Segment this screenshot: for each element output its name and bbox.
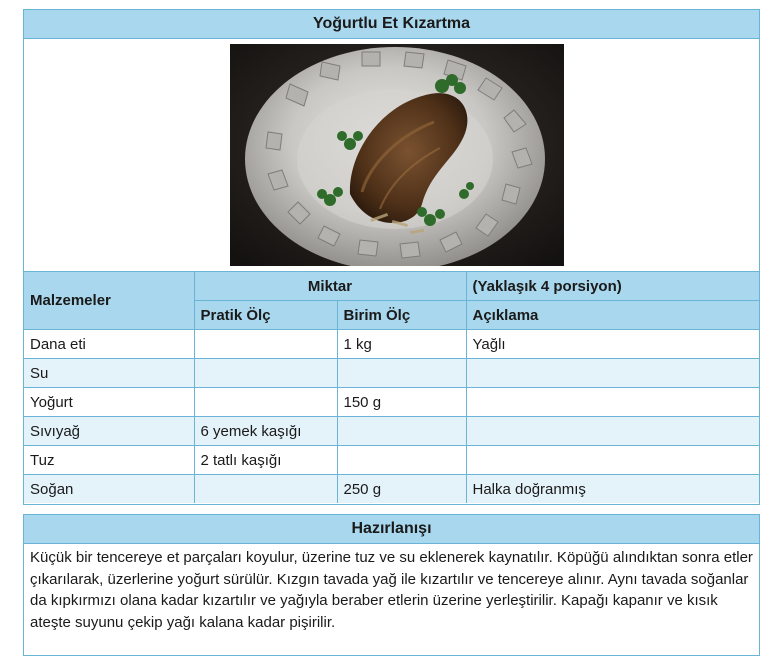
table-header-row <box>24 272 759 301</box>
ingredient-note <box>466 417 759 446</box>
ingredient-name: Su <box>24 359 194 388</box>
unit-measure <box>337 417 466 446</box>
unit-measure <box>337 359 466 388</box>
practical-measure <box>194 359 337 388</box>
ingredient-name: Soğan <box>24 475 194 504</box>
practical-measure: 6 yemek kaşığı <box>194 417 337 446</box>
preparation-card <box>23 514 760 656</box>
practical-measure <box>194 388 337 417</box>
ingredient-name: Tuz <box>24 446 194 475</box>
table-row <box>24 388 759 417</box>
table-row <box>24 446 759 475</box>
table-row <box>24 475 759 504</box>
unit-measure: 1 kg <box>337 330 466 359</box>
unit-measure: 250 g <box>337 475 466 504</box>
ingredients-header: Malzemeler <box>24 272 194 330</box>
ingredient-note <box>466 388 759 417</box>
ingredient-note: Yağlı <box>466 330 759 359</box>
practical-measure <box>194 475 337 504</box>
ingredient-note: Halka doğranmış <box>466 475 759 504</box>
unit-measure: 150 g <box>337 388 466 417</box>
ingredient-name: Sıvıyağ <box>24 417 194 446</box>
recipe-title: Yoğurtlu Et Kızartma <box>24 10 759 39</box>
amount-header: Miktar <box>194 272 466 301</box>
practical-measure <box>194 330 337 359</box>
ingredient-name: Dana eti <box>24 330 194 359</box>
table-row <box>24 417 759 446</box>
ingredients-table <box>24 272 759 503</box>
ingredient-name: Yoğurt <box>24 388 194 417</box>
recipe-card <box>23 9 760 505</box>
practical-measure: 2 tatlı kaşığı <box>194 446 337 475</box>
ingredient-note <box>466 359 759 388</box>
portions-header: (Yaklaşık 4 porsiyon) <box>466 272 759 301</box>
ingredient-note <box>466 446 759 475</box>
preparation-title: Hazırlanışı <box>24 515 759 544</box>
practical-measure-header: Pratik Ölç <box>194 301 337 330</box>
unit-measure <box>337 446 466 475</box>
table-row <box>24 359 759 388</box>
photo-area <box>24 39 759 272</box>
plated-fried-meat-photo <box>230 44 564 266</box>
description-header: Açıklama <box>466 301 759 330</box>
table-row <box>24 330 759 359</box>
preparation-text: Küçük bir tencereye et parçaları koyulur, üzerine tuz ve su eklenerek kaynatılır. Köpüğü alındıktan sonra etler çıkarılarak, üzerlerine yoğurt sürülür. Kızgın tavada yağ ile kızartılır ve tencereye alınır. Aynı tavada soğanlar da kıpkırmızı olana kadar kızartılır ve yağıyla beraber etlerin üzerine yerleştirilir. Kapağı kapanır ve kısık ateşte suyunu çekip yağı kalana kadar pişirilir. <box>30 549 753 631</box>
unit-measure-header: Birim Ölç <box>337 301 466 330</box>
